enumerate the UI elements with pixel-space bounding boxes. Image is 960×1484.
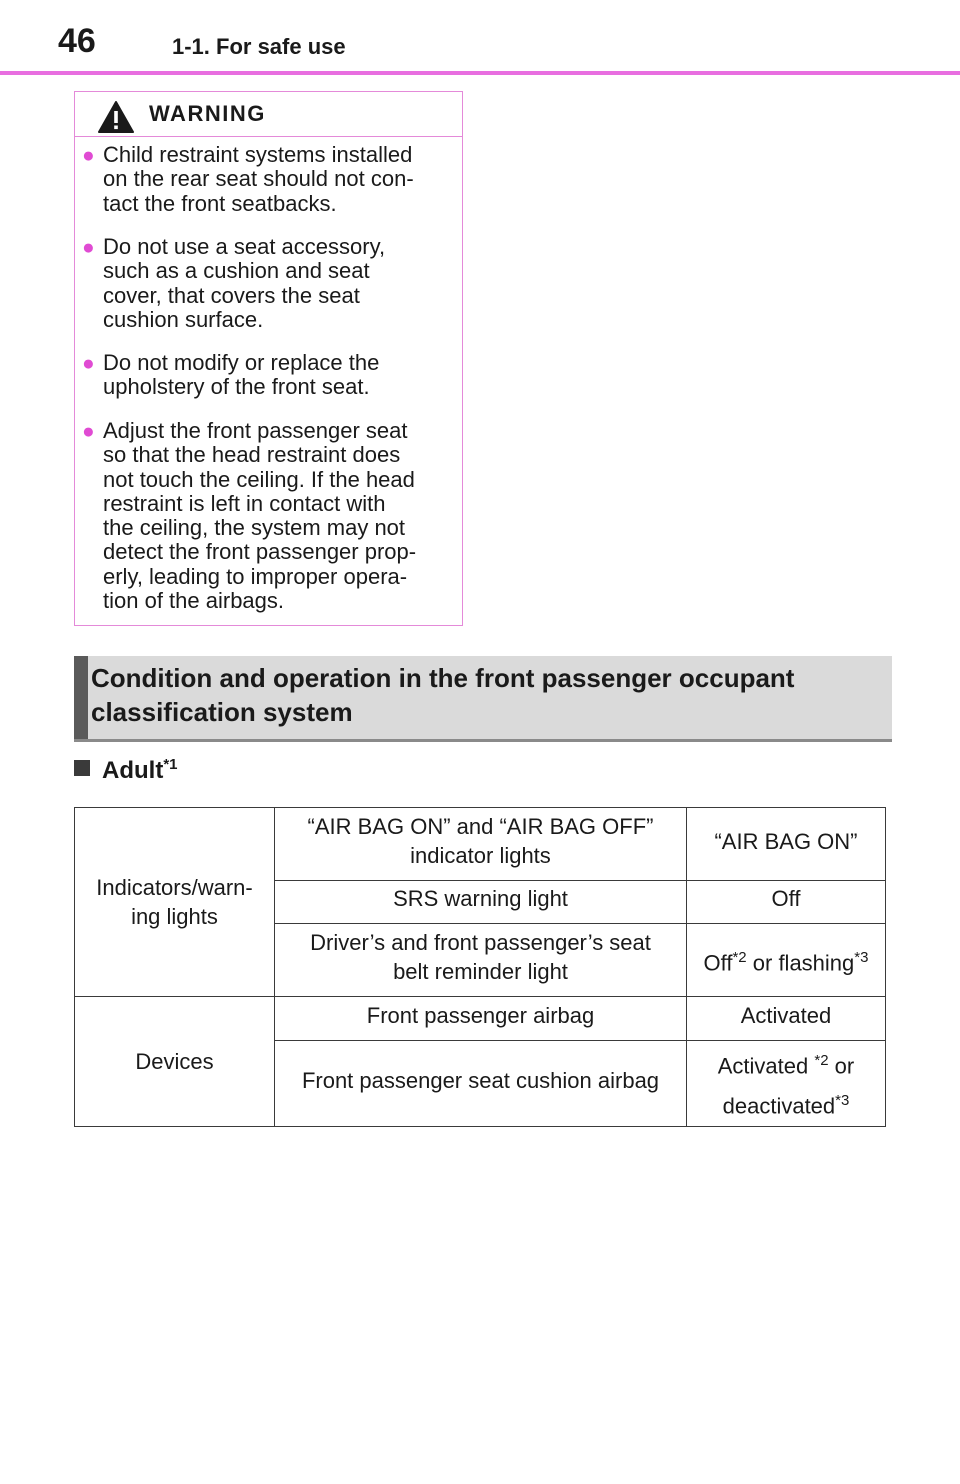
table-cell-item: “AIR BAG ON” and “AIR BAG OFF” indicator lights	[307, 814, 654, 868]
table-cell-status: Activated $^{*2}$ or deactivated$^{*3}$	[717, 1052, 855, 1118]
table-group-label: Devices	[135, 1049, 214, 1074]
warning-item-text: Do not use a seat accessory, such as a cushion and seat cover, that covers the seat cushion surface.	[103, 234, 386, 332]
section-title: 1-1. For safe use	[172, 34, 346, 59]
table-cell-item: Front passenger airbag	[366, 1003, 595, 1028]
footnote-ref: *3	[854, 948, 869, 966]
bullet-icon: ●	[82, 144, 95, 167]
subheading-adult	[74, 757, 178, 783]
warning-triangle-icon	[97, 100, 135, 134]
warning-item-text: Child restraint systems installed on the rear seat should not con- tact the front seatbacks.	[103, 142, 414, 216]
bullet-icon: ●	[82, 352, 95, 375]
table-cell-status: Off$^{*2}$ or flashing$^{*3}$	[703, 948, 869, 976]
table-cell-status: “AIR BAG ON”	[714, 828, 858, 854]
footnote-ref: *3	[835, 1091, 850, 1109]
square-bullet-icon	[74, 760, 90, 776]
table-cell-status: Off	[771, 886, 801, 911]
table-border	[74, 1126, 886, 1127]
bullet-icon: ●	[82, 236, 95, 259]
subheading-label: Adult	[102, 757, 164, 784]
warning-item-text: Do not modify or replace the upholstery of the front seat.	[103, 350, 380, 400]
page-number: 46	[58, 22, 96, 60]
table-cell-item: Driver’s and front passenger’s seat belt reminder light	[310, 930, 651, 984]
table-border	[885, 807, 886, 1127]
section-heading-title: Condition and operation in the front passenger occupant classification system	[91, 663, 795, 727]
heading-bar	[74, 656, 88, 739]
warning-title: WARNING	[149, 101, 266, 126]
bullet-icon: ●	[82, 420, 95, 443]
header-rule	[0, 71, 960, 75]
warning-header	[75, 92, 462, 137]
table-cell-item: Front passenger seat cushion airbag	[301, 1067, 660, 1093]
warning-box	[74, 91, 463, 626]
footnote-ref: *2	[814, 1052, 829, 1070]
footnote-ref: *1	[163, 756, 178, 773]
table-cell-status: Activated	[740, 1003, 832, 1028]
table-cell-item: SRS warning light	[393, 886, 568, 911]
footnote-ref: *2	[732, 948, 747, 966]
warning-item-text: Adjust the front passenger seat so that the head restraint does not touch the ceiling. If the head restraint is left in contact with the ceiling, the system may not detect the front passenger prop- erly, leading to improper opera- tion of the airbags.	[103, 418, 417, 614]
section-heading	[74, 656, 892, 742]
table-group-label: Indicators/warn- ing lights	[96, 875, 253, 929]
